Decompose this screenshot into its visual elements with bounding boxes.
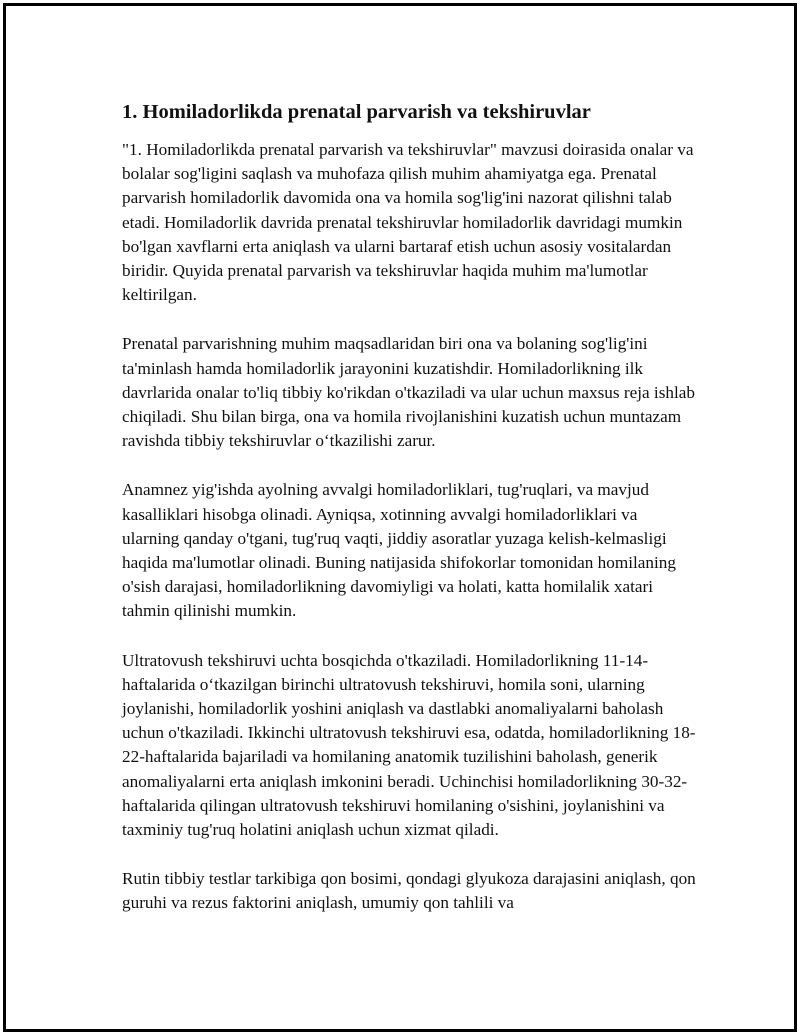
paragraph-routine-tests: Rutin tibbiy testlar tarkibiga qon bosimi, qondagi glyukoza darajasini aniqlash, qon guruhi va rezus faktorini aniqlash, umumiy qon tahlili va: [122, 869, 696, 913]
page-frame: [3, 3, 797, 1032]
paragraph-goals: Prenatal parvarishning muhim maqsadlaridan biri ona va bolaning sog'lig'ini ta'minlash hamda homiladorlik jarayonini kuzatishdir. Homiladorlikning ilk davrlarida onalar to'liq tibbiy ko'rikdan o'tkaziladi va ular uchun maxsus reja ishlab chiqiladi. Shu bilan birga, ona va homila rivojlanishini kuzatish uchun muntazam ravishda tibbiy tekshiruvlar o‘tkazilishi zarur.: [122, 334, 695, 451]
document-body: [122, 98, 697, 941]
paragraph-intro: "1. Homiladorlikda prenatal parvarish va tekshiruvlar" mavzusi doirasida onalar va bolalar sog'ligini saqlash va muhofaza qilish muhim ahamiyatga ega. Prenatal parvarish homiladorlik davomida ona va homila sog'lig'ini nazorat qilishni talab etadi. Homiladorlik davrida prenatal tekshiruvlar homiladorlik davridagi mumkin bo'lgan xavflarni erta aniqlash va ularni bartaraf etish uchun asosiy vositalardan biridir. Quyida prenatal parvarish va tekshiruvlar haqida muhim ma'lumotlar keltirilgan.: [122, 140, 694, 305]
section-heading: 1. Homiladorlikda prenatal parvarish va tekshiruvlar: [122, 101, 591, 123]
paragraph-ultrasound: Ultratovush tekshiruvi uchta bosqichda o'tkaziladi. Homiladorlikning 11-14-haftalarida o‘tkazilgan birinchi ultratovush tekshiruvi, homila soni, ularning joylanishi, homiladorlik yoshini aniqlash va dastlabki anomaliyalarni baholash uchun o'tkaziladi. Ikkinchi ultratovush tekshiruvi esa, odatda, homiladorlikning 18-22-haftalarida bajariladi va homilaning anatomik tuzilishini baholash, generik anomaliyalarni erta aniqlash imkonini beradi. Uchinchisi homiladorlikning 30-32-haftalarida qilingan ultratovush tekshiruvi homilaning o'sishini, joylanishini va taxminiy tug'ruq holatini aniqlash uchun xizmat qiladi.: [122, 650, 696, 840]
paragraph-anamnesis: Anamnez yig'ishda ayolning avvalgi homiladorliklari, tug'ruqlari, va mavjud kasalliklari hisobga olinadi. Ayniqsa, xotinning avvalgi homiladorliklari va ularning qanday o'tgani, tug'ruq vaqti, jiddiy asoratlar yuzaga kelish-kelmasligi haqida ma'lumotlar olinadi. Buning natijasida shifokorlar tomonidan homilaning o'sish darajasi, homiladorlikning davomiyligi va holati, katta homilalik xatari tahmin qilinishi mumkin.: [122, 480, 676, 621]
